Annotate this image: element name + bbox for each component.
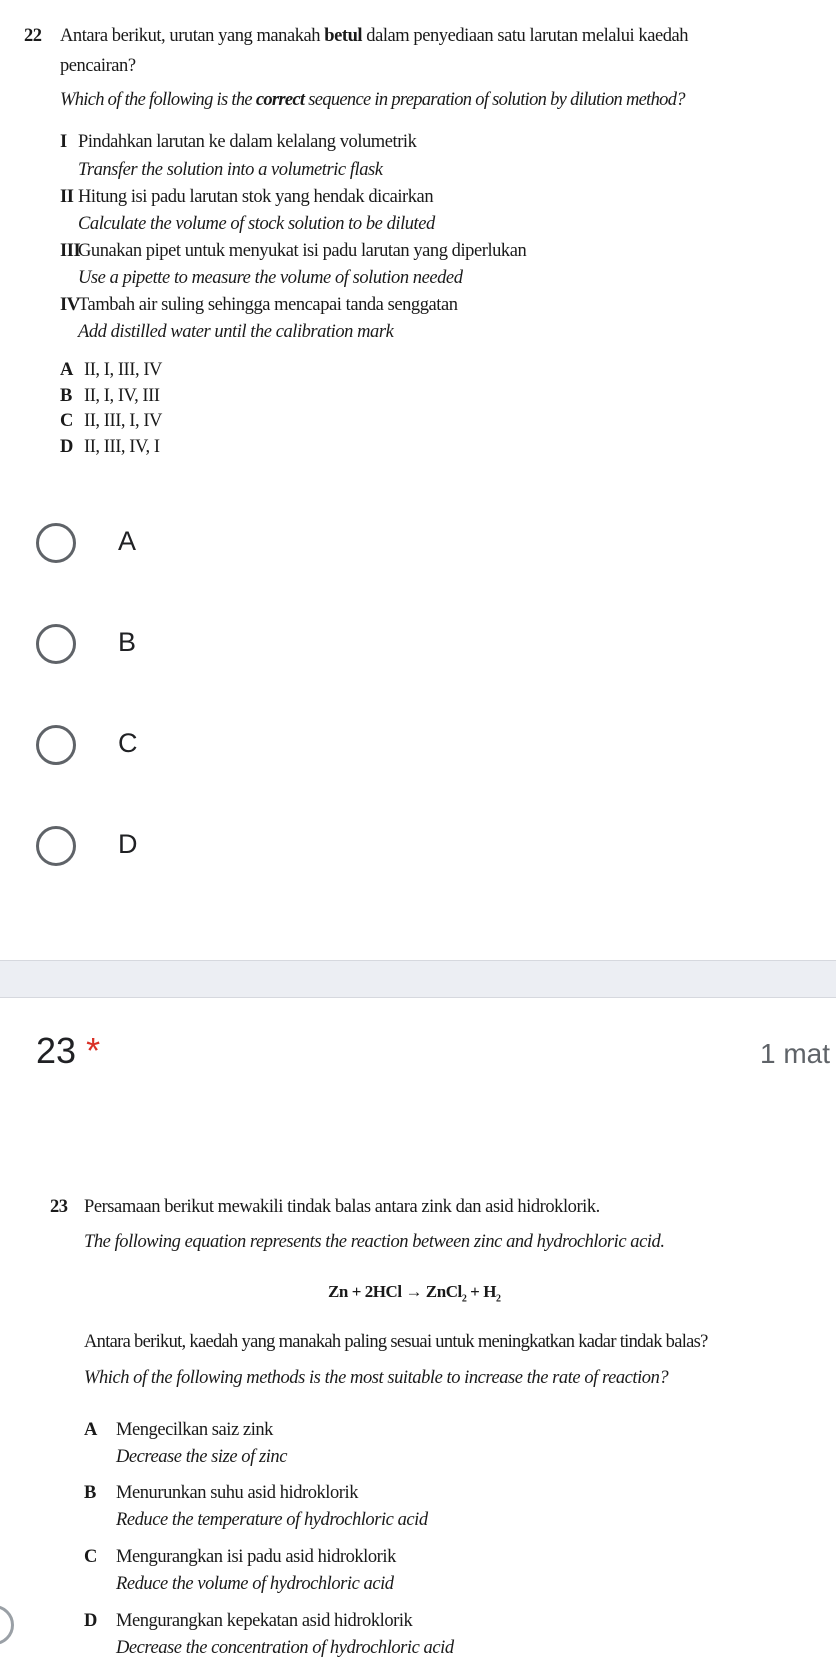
section-divider <box>0 960 836 998</box>
step-ms: Gunakan pipet untuk menyukat isi padu larutan yang diperlukan <box>78 241 527 261</box>
radio-label[interactable]: A <box>118 526 137 556</box>
stem-ms-part: Antara berikut, urutan yang manakah <box>60 26 325 46</box>
radio-label[interactable]: D <box>118 829 138 859</box>
stem-en: The following equation represents the reaction between zinc and hydrochloric acid. <box>84 1232 665 1252</box>
step-ms: Tambah air suling sehingga mencapai tanda senggatan <box>78 295 458 315</box>
step-num: III <box>60 241 81 261</box>
radio-button[interactable] <box>36 523 76 563</box>
radio-label[interactable]: B <box>118 627 137 657</box>
step-num: I <box>60 132 67 152</box>
option-text: II, III, I, IV <box>84 411 162 431</box>
question-number: 23 <box>36 1030 77 1071</box>
option-letter: C <box>84 1547 97 1567</box>
step-num: IV <box>60 295 80 315</box>
equation-subscript: 2 <box>496 1293 501 1305</box>
chemical-equation <box>328 1282 501 1304</box>
equation-part: + H <box>466 1282 496 1301</box>
step-en: Use a pipette to measure the volume of solution needed <box>78 268 463 288</box>
option-letter: A <box>84 1420 97 1440</box>
radio-button[interactable] <box>36 826 76 866</box>
option-letter: C <box>60 411 73 431</box>
option-letter: B <box>60 386 72 406</box>
option-ms: Mengecilkan saiz zink <box>116 1420 273 1440</box>
stem-en <box>60 90 685 111</box>
stem-en-bold: correct <box>255 90 305 110</box>
option-ms: Mengurangkan isi padu asid hidroklorik <box>116 1547 396 1567</box>
step-ms: Pindahkan larutan ke dalam kelalang volumetrik <box>78 132 417 152</box>
equation-part: Zn + 2HCl → ZnCl <box>328 1282 462 1301</box>
option-letter: D <box>84 1611 97 1631</box>
option-letter: A <box>60 360 73 380</box>
radio-button[interactable] <box>36 624 76 664</box>
stem-ms-line2: pencairan? <box>60 56 136 76</box>
option-text: II, I, III, IV <box>84 360 162 380</box>
stem-en-part: Which of the following is the <box>60 90 256 110</box>
option-text: II, I, IV, III <box>84 386 160 406</box>
option-en: Reduce the volume of hydrochloric acid <box>116 1574 394 1594</box>
points-label: 1 mat <box>760 1038 831 1069</box>
partial-radio-button[interactable] <box>0 1605 14 1645</box>
radio-label[interactable]: C <box>118 728 138 758</box>
option-ms: Menurunkan suhu asid hidroklorik <box>116 1483 358 1503</box>
step-en: Calculate the volume of stock solution to be diluted <box>78 214 435 234</box>
option-en: Reduce the temperature of hydrochloric acid <box>116 1510 428 1530</box>
option-en: Decrease the size of zinc <box>116 1447 287 1467</box>
step-en: Add distilled water until the calibration mark <box>78 322 394 342</box>
option-letter: B <box>84 1483 96 1503</box>
question-number: 23 <box>50 1197 68 1217</box>
stem-ms-part: dalam penyediaan satu larutan melalui kaedah <box>362 26 689 46</box>
option-text: II, III, IV, I <box>84 437 160 457</box>
stem-ms <box>60 26 688 47</box>
radio-button[interactable] <box>36 725 76 765</box>
step-ms: Hitung isi padu larutan stok yang hendak dicairkan <box>78 187 434 207</box>
stem-ms-bold: betul <box>324 26 363 46</box>
stem-ms: Persamaan berikut mewakili tindak balas antara zink dan asid hidroklorik. <box>84 1197 600 1217</box>
option-letter: D <box>60 437 73 457</box>
required-asterisk: * <box>86 1030 101 1071</box>
option-ms: Mengurangkan kepekatan asid hidroklorik <box>116 1611 413 1631</box>
question-en: Which of the following methods is the most suitable to increase the rate of reaction? <box>84 1368 669 1388</box>
step-num: II <box>60 187 74 207</box>
question-ms: Antara berikut, kaedah yang manakah paling sesuai untuk meningkatkan kadar tindak balas? <box>84 1332 708 1352</box>
question-title <box>36 1030 100 1072</box>
step-en: Transfer the solution into a volumetric flask <box>78 160 383 180</box>
equation-subscript: 2 <box>461 1293 467 1305</box>
stem-en-part: sequence in preparation of solution by dilution method? <box>304 90 685 110</box>
question-number: 22 <box>24 26 42 46</box>
option-en: Decrease the concentration of hydrochloric acid <box>116 1638 454 1658</box>
